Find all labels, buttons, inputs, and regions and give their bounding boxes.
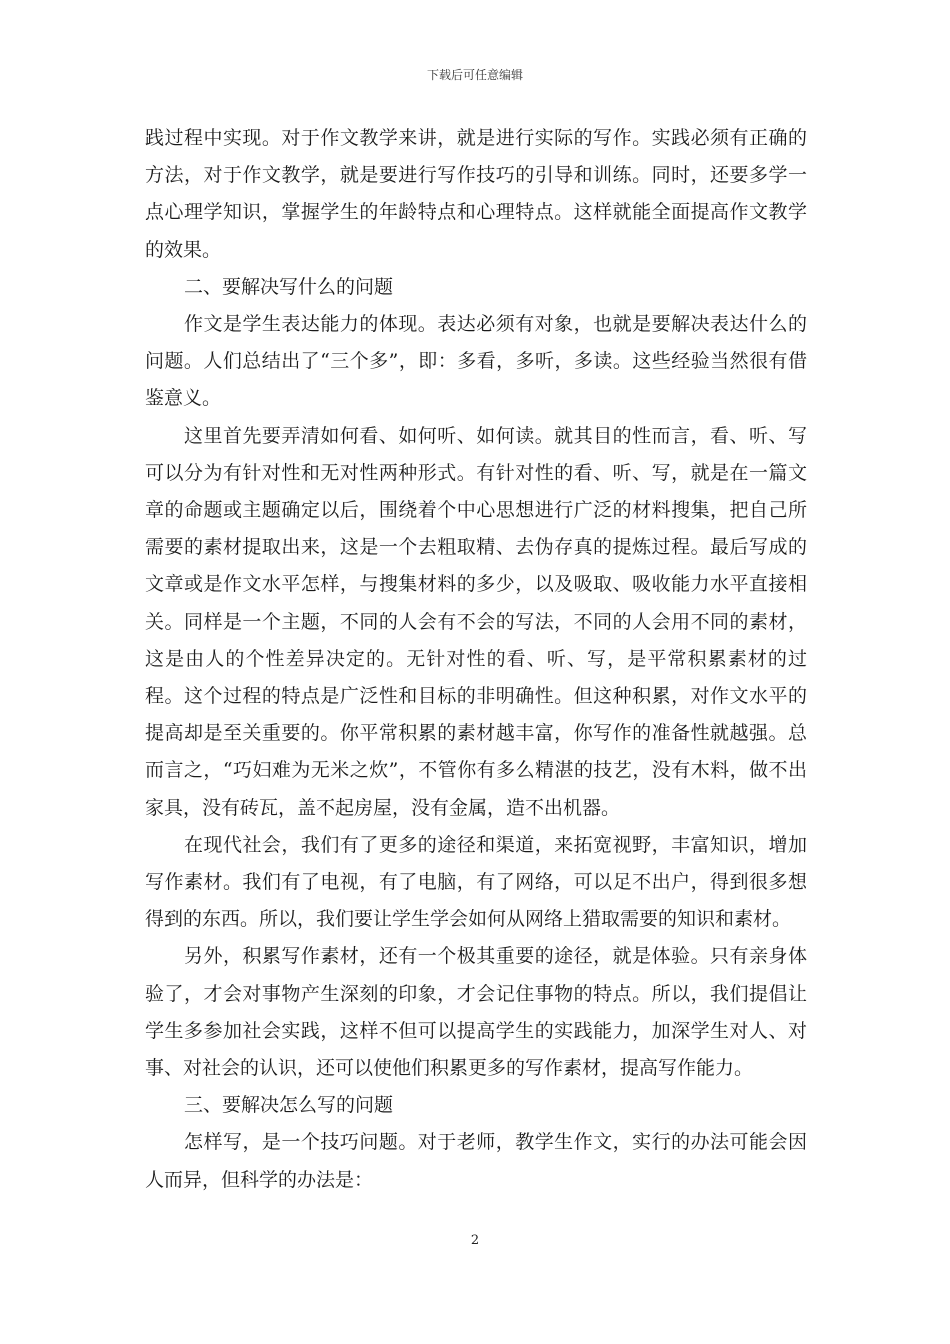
document-body: [145, 120, 807, 1199]
page-number: 2: [470, 1233, 480, 1248]
paragraph: 在现代社会，我们有了更多的途径和渠道，来拓宽视野，丰富知识，增加写作素材。我们有了电视，有了电脑，有了网络，可以足不出户，得到很多想得到的东西。所以，我们要让学生学会如何从网络上猎取需要的知识和素材。: [145, 833, 807, 931]
paragraph: 另外，积累写作素材，还有一个极其重要的途径，就是体验。只有亲身体验了，才会对事物产生深刻的印象，才会记住事物的特点。所以，我们提倡让学生多参加社会实践，这样不但可以提高学生的实践能力，加深学生对人、对事、对社会的认识，还可以使他们积累更多的写作素材，提高写作能力。: [145, 945, 807, 1080]
paragraph-continuation: 践过程中实现。对于作文教学来讲，就是进行实际的写作。实践必须有正确的方法，对于作文教学，就是要进行写作技巧的引导和训练。同时，还要多学一点心理学知识，掌握学生的年龄特点和心理特点。这样就能全面提高作文教学的效果。: [145, 127, 807, 261]
section-heading-three: 三、要解决怎么写的问题: [184, 1094, 394, 1117]
paragraph: 这里首先要弄清如何看、如何听、如何读。就其目的性而言，看、听、写可以分为有针对性和无对性两种形式。有针对性的看、听、写，就是在一篇文章的命题或主题确定以后，围绕着个中心思想进行广泛的材料搜集，把自己所需要的素材提取出来，这是一个去粗取精、去伪存真的提炼过程。最后写成的文章或是作文水平怎样，与搜集材料的多少，以及吸取、吸收能力水平直接相关。同样是一个主题，不同的人会有不会的写法，不同的人会用不同的素材，这是由人的个性差异决定的。无针对性的看、听、写，是平常积累素材的过程。这个过程的特点是广泛性和目标的非明确性。但这种积累，对作文水平的提高却是至关重要的。你平常积累的素材越丰富，你写作的准备性就越强。总而言之，“巧妇难为无米之炊”，不管你有多么精湛的技艺，没有木料，做不出家具，没有砖瓦，盖不起房屋，没有金属，造不出机器。: [145, 424, 807, 819]
page-header: 下载后可任意编辑: [426, 68, 523, 82]
paragraph: 怎样写，是一个技巧问题。对于老师，教学生作文，实行的办法可能会因人而异，但科学的办法是：: [145, 1131, 807, 1191]
paragraph: 作文是学生表达能力的体现。表达必须有对象，也就是要解决表达什么的问题。人们总结出了“三个多”，即：多看，多听，多读。这些经验当然很有借鉴意义。: [145, 313, 807, 410]
section-heading-two: 二、要解决写什么的问题: [184, 275, 394, 298]
